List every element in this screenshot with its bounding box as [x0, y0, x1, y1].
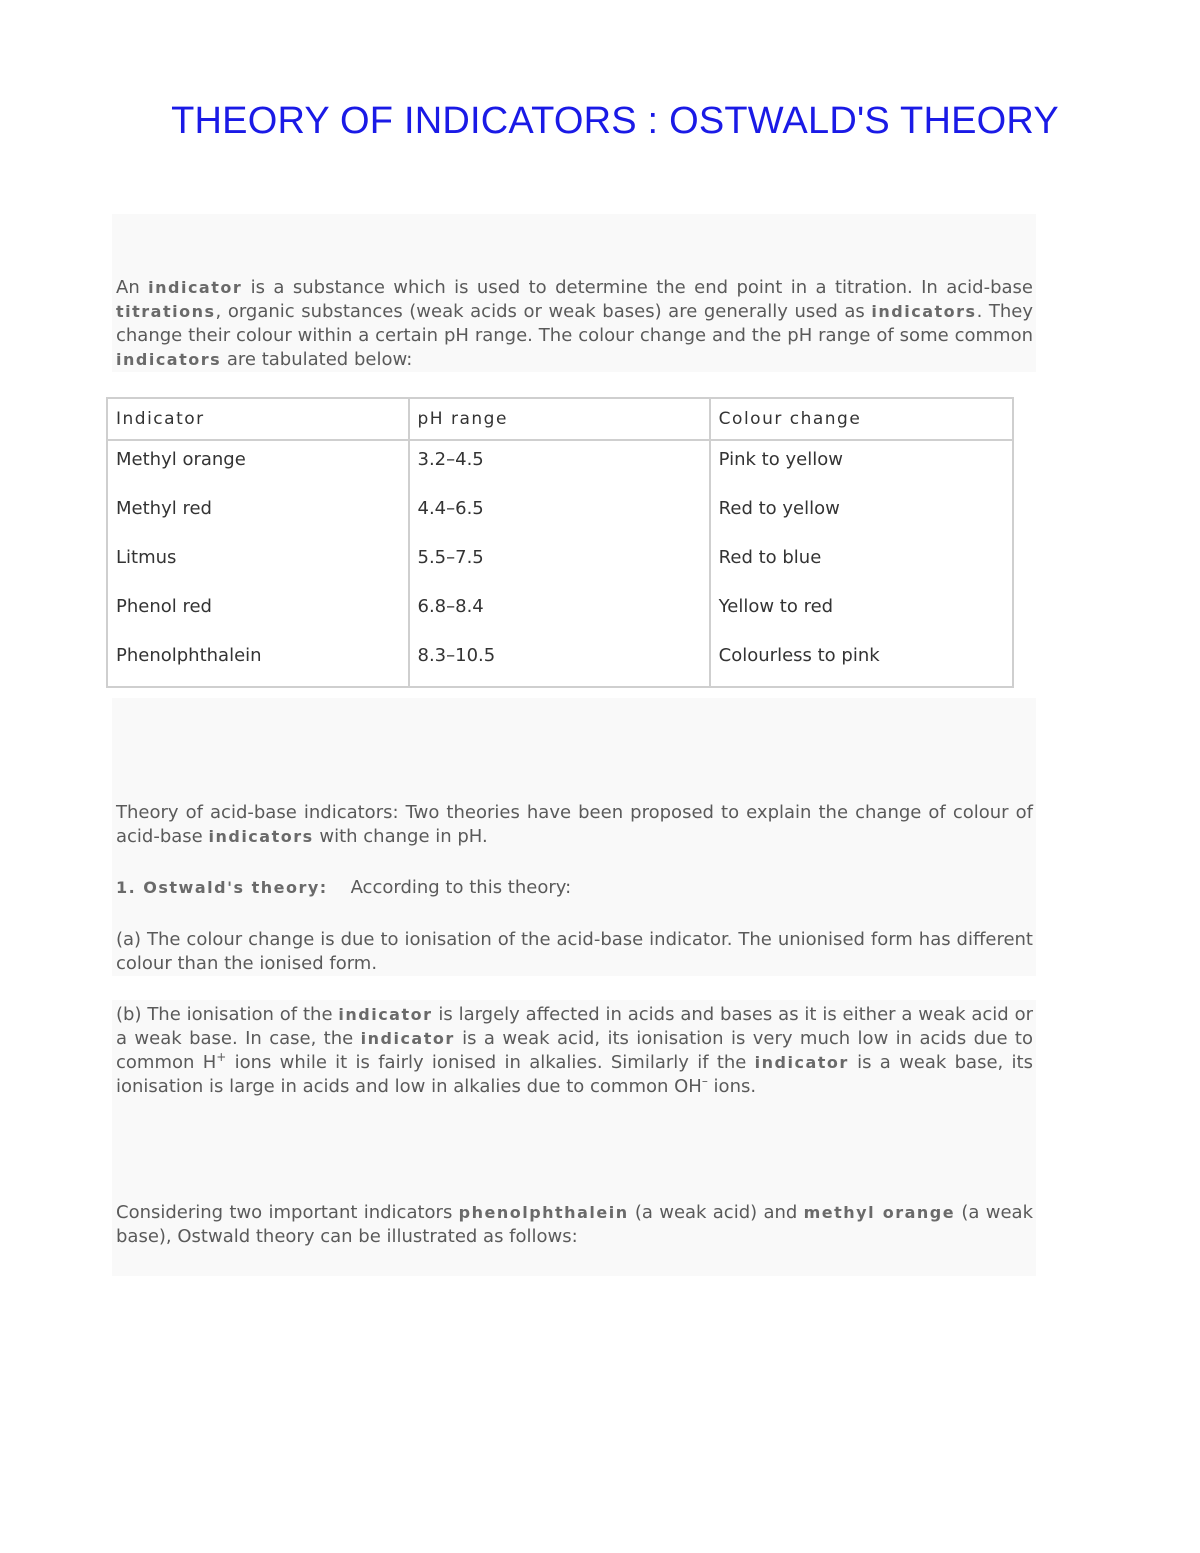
colour-change-cell: Red to blue [710, 539, 1013, 588]
ph-range-cell: 6.8–8.4 [409, 588, 710, 637]
h-plus-superscript: + [216, 1050, 227, 1064]
indicator-cell: Methyl red [107, 490, 409, 539]
colour-change-cell: Colourless to pink [710, 637, 1013, 687]
term-indicator: indicator [148, 278, 243, 297]
column-header-indicator: Indicator [107, 398, 409, 440]
indicator-table [106, 397, 1014, 688]
ph-range-cell: 4.4–6.5 [409, 490, 710, 539]
page-title: THEORY OF INDICATORS : OSTWALD'S THEORY [171, 100, 1059, 142]
term-indicator: indicator [754, 1053, 849, 1072]
term-indicator: indicator [338, 1005, 433, 1024]
ostwald-theory-label: 1. Ostwald's theory: [116, 878, 328, 897]
indicator-cell: Phenol red [107, 588, 409, 637]
colour-change-cell: Pink to yellow [710, 440, 1013, 490]
point-b-paragraph: (b) The ionisation of the indicator is largely affected in acids and bases as it is either a weak acid or a weak base. In case, the indicator is a weak acid, its ionisation is very much low in acids due to common H+ ions while it is fairly ionised in alkalies. Similarly if the indicator is a weak base, its ionisation is large in acids and low in alkalies due to common OH– ions. [116, 1004, 1033, 1097]
ph-range-cell: 5.5–7.5 [409, 539, 710, 588]
term-methyl-orange: methyl orange [803, 1203, 956, 1222]
term-indicators: indicators [208, 827, 314, 846]
point-a-paragraph: (a) The colour change is due to ionisation of the acid-base indicator. The unionised form has different colour than the ionised form. [116, 929, 1033, 974]
ph-range-cell: 3.2–4.5 [409, 440, 710, 490]
table-row [107, 637, 1013, 687]
column-header-ph-range: pH range [409, 398, 710, 440]
indicator-cell: Phenolphthalein [107, 637, 409, 687]
colour-change-cell: Yellow to red [710, 588, 1013, 637]
colour-change-cell: Red to yellow [710, 490, 1013, 539]
column-header-colour-change: Colour change [710, 398, 1013, 440]
table-row [107, 490, 1013, 539]
table-row [107, 539, 1013, 588]
term-phenolphthalein: phenolphthalein [458, 1203, 629, 1222]
term-indicators: indicators [116, 350, 222, 369]
table-header-row [107, 398, 1013, 440]
term-titrations: titrations [116, 302, 216, 321]
theory-intro-paragraph: Theory of acid-base indicators: Two theories have been proposed to explain the change of colour of acid-base indicators with change in pH. [116, 802, 1033, 847]
table-row [107, 440, 1013, 490]
considering-paragraph: Considering two important indicators phenolphthalein (a weak acid) and methyl orange (a weak base), Ostwald theory can be illustrated as follows: [116, 1202, 1034, 1247]
term-indicators: indicators [871, 302, 977, 321]
table-row [107, 588, 1013, 637]
intro-paragraph: An indicator is a substance which is used to determine the end point in a titration. In acid-base titrations, organic substances (weak acids or weak bases) are generally used as indicators. They change their colour within a certain pH range. The colour change and the pH range of some common indicators are tabulated below: [116, 277, 1033, 370]
indicator-cell: Methyl orange [107, 440, 409, 490]
ostwald-heading: 1. Ostwald's theory: According to this theory: [116, 877, 572, 898]
term-indicator: indicator [360, 1029, 455, 1048]
ph-range-cell: 8.3–10.5 [409, 637, 710, 687]
oh-minus-superscript: – [701, 1074, 708, 1088]
indicator-cell: Litmus [107, 539, 409, 588]
